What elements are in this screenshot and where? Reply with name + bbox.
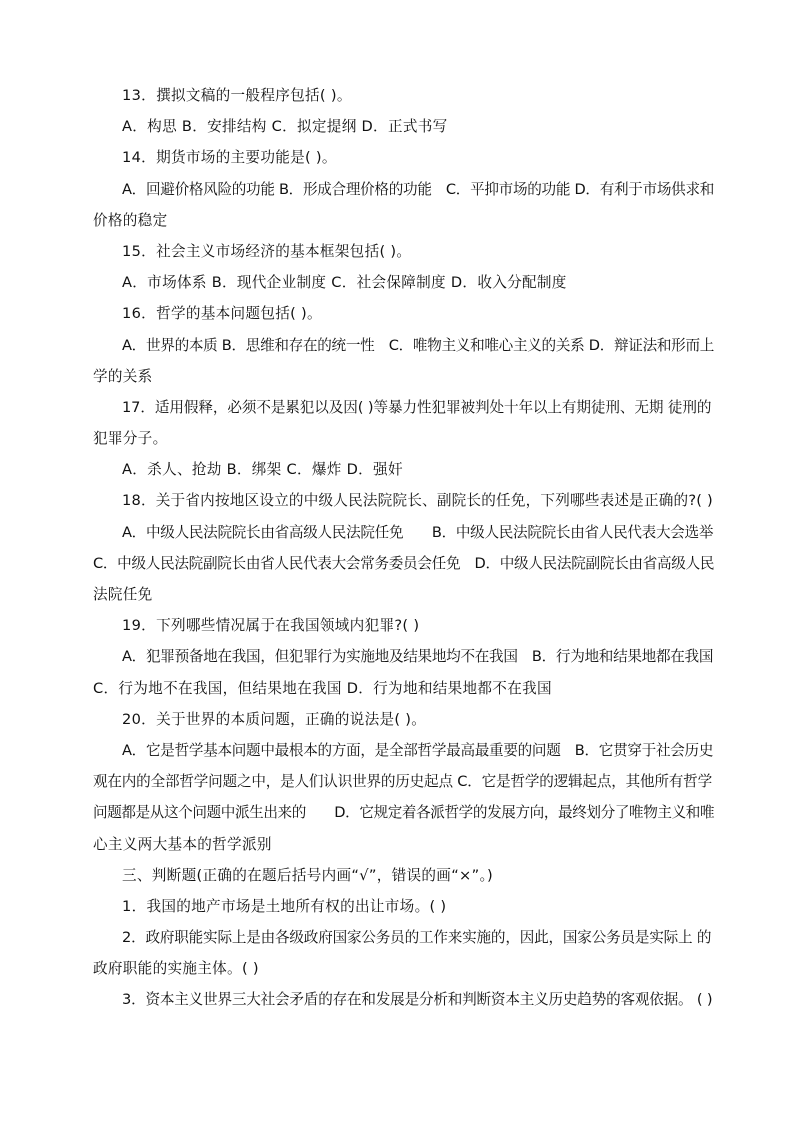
text-line: 17．适用假释，必须不是累犯以及因( )等暴力性犯罪被判处十年以上有期徒刑、无期 徒刑的 [122, 398, 712, 416]
text-line: 问题都是从这个问题中派生出来的 D．它规定着各派哲学的发展方向，最终划分了唯物主义和唯 [93, 804, 715, 822]
text-line: A．中级人民法院院长由省高级人民法院任免 B．中级人民法院院长由省人民代表大会选举 [122, 523, 714, 541]
text-line: A．它是哲学基本问题中最根本的方面，是全部哲学最高最重要的问题 B．它贯穿于社会历史 [122, 741, 714, 759]
text-line: 犯罪分子。 [93, 430, 168, 448]
text-line: 观在内的全部哲学问题之中，是人们认识世界的历史起点 C．它是哲学的逻辑起点，其他所有哲学 [93, 773, 712, 791]
text-line: 3．资本主义世界三大社会矛盾的存在和发展是分析和判断资本主义历史趋势的客观依据。 ( ) [122, 991, 713, 1009]
text-line: 价格的稳定 [93, 211, 168, 229]
text-line: A．回避价格风险的功能 B．形成合理价格的功能 C．平抑市场的功能 D．有利于市场供求和 [122, 180, 715, 198]
text-line: 19．下列哪些情况属于在我国领域内犯罪?( ) [122, 617, 420, 635]
text-line: A．构思 B．安排结构 C．拟定提纲 D．正式书写 [122, 118, 448, 136]
text-line: 法院任免 [93, 586, 153, 603]
text-line: 1．我国的地产市场是土地所有权的出让市场。( ) [122, 897, 447, 915]
text-line: A．世界的本质 B．思维和存在的统一性 C．唯物主义和唯心主义的关系 D．辩证法和形而上 [122, 336, 715, 354]
text-line: C．行为地不在我国，但结果地在我国 D．行为地和结果地都不在我国 [93, 679, 552, 697]
text-line: C．中级人民法院副院长由省人民代表大会常务委员会任免 D．中级人民法院副院长由省高级人民 [93, 554, 715, 572]
text-line: 政府职能的实施主体。( ) [93, 960, 259, 978]
text-line: 心主义两大基本的哲学派别 [93, 835, 272, 853]
text-line: 16．哲学的基本问题包括( )。 [122, 305, 322, 323]
text-line: 15．社会主义市场经济的基本框架包括( )。 [122, 242, 412, 260]
text-line: 18．关于省内按地区设立的中级人民法院院长、副院长的任免，下列哪些表述是正确的?( ) [122, 492, 713, 510]
text-line: A．犯罪预备地在我国，但犯罪行为实施地及结果地均不在我国 B．行为地和结果地都在我国 [122, 648, 714, 666]
text-line: 13．撰拟文稿的一般程序包括( )。 [122, 87, 352, 104]
text-line: A．市场体系 B．现代企业制度 C．社会保障制度 D．收入分配制度 [122, 274, 567, 292]
text-line: 学的关系 [93, 367, 153, 385]
text-line: A．杀人、抢劫 B．绑架 C．爆炸 D．强奸 [122, 461, 403, 479]
text-line: 三、判断题(正确的在题后括号内画“√”，错误的画“×”。) [122, 866, 494, 884]
text-line: 14．期货市场的主要功能是( )。 [122, 149, 337, 167]
document-body [93, 80, 713, 1016]
text-line: 20．关于世界的本质问题，正确的说法是( )。 [122, 710, 427, 728]
text-line: 2．政府职能实际上是由各级政府国家公务员的工作来实施的，因此，国家公务员是实际上 的 [122, 929, 712, 947]
